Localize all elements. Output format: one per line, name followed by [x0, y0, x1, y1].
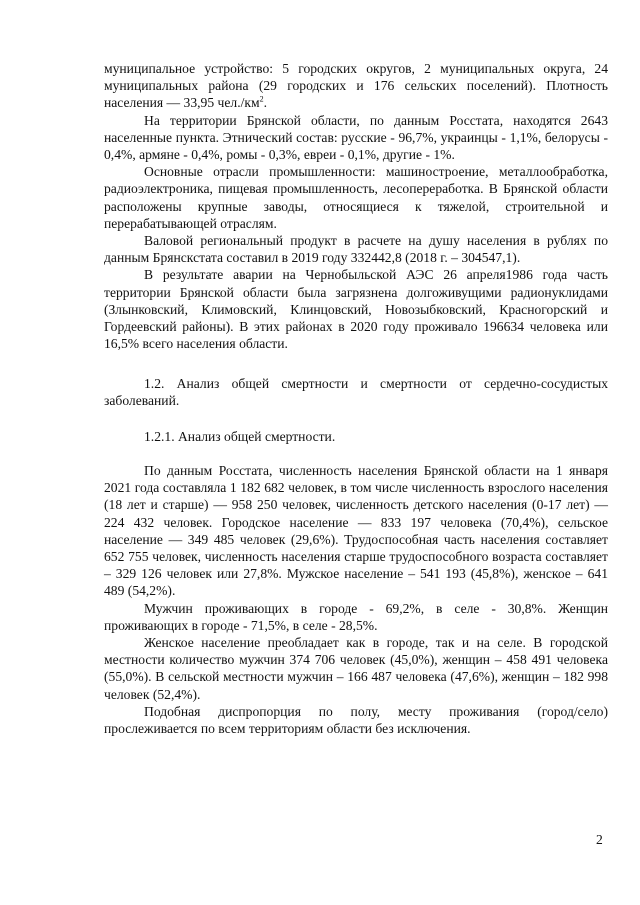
body-text: [104, 462, 608, 737]
intro-paragraph-2: На территории Брянской области, по данным Росстата, находятся 2643 населенные пункта. Этнический состав: русские - 96,7%, украинцы - 1,1%, белорусы - 0,4%, армяне - 0,4%, ромы - 0,3%, евреи - 0,1%, другие - 1%.: [104, 112, 608, 163]
body-paragraph-4: Подобная диспропорция по полу, месту проживания (город/село) прослеживается по всем территориям области без исключения.: [104, 703, 608, 737]
page-number: 2: [596, 832, 603, 847]
intro-paragraph-1-text: муниципальное устройство: 5 городских округов, 2 муниципальных округа, 24 муниципальных района (29 городских и 176 сельских поселений). Плотность населения — 33,95 чел./км: [104, 61, 608, 111]
intro-text: [104, 60, 608, 352]
section-heading-1-2: 1.2. Анализ общей смертности и смертности от сердечно-сосудистых заболеваний.: [104, 376, 608, 409]
body-paragraph-3: Женское население преобладает как в городе, так и на селе. В городской местности количество мужчин 374 706 человек (45,0%), женщин – 458 491 человека (55,0%). В сельской местности мужчин – 166 487 человека (47,6%), женщин – 182 998 человек (52,4%).: [104, 635, 608, 702]
intro-paragraph-1: [104, 60, 608, 112]
body-paragraph-1: По данным Росстата, численность населения Брянской области на 1 января 2021 года составляла 1 182 682 человек, в том числе численность взрослого населения (18 лет и старше) — 958 250 человек, численность детского населения (0-17 лет) — 224 432 человек. Городское население — 833 197 человека (70,4%), сельское население — 349 485 человек (29,6%). Трудоспособная часть населения составляет 652 755 человек, численность населения старше трудоспособного возраста составляет – 329 126 человек или 27,8%. Мужское население – 541 193 (45,8%), женское – 641 489 (54,2%).: [104, 463, 608, 599]
intro-paragraph-4: Валовой региональный продукт в расчете на душу населения в рублях по данным Брянскстата составил в 2019 году 332442,8 (2018 г. – 304547,1).: [104, 233, 608, 266]
intro-paragraph-1-end: .: [263, 95, 267, 111]
section-heading-1-2-1: 1.2.1. Анализ общей смертности.: [144, 429, 336, 444]
intro-paragraph-3: Основные отрасли промышленности: машиностроение, металлообработка, радиоэлектроника, пищевая промышленность, лесопереработка. В Брянской области расположены крупные заводы, относящиеся к тяжелой, строительной и перерабатывающей отраслям.: [104, 164, 608, 231]
superscript: 2: [259, 94, 264, 104]
intro-paragraph-5: В результате аварии на Чернобыльской АЭС 26 апреля1986 года часть территории Брянской области была загрязнена долгоживущими радионуклидами (Злынковский, Климовский, Клинцовский, Новозыбковский, Красногорский и Гордеевский районы). В этих районах в 2020 году проживало 196634 человека или 16,5% всего населения области.: [104, 267, 608, 352]
body-paragraph-2: Мужчин проживающих в городе - 69,2%, в селе - 30,8%. Женщин проживающих в городе - 71,5%, в селе - 28,5%.: [104, 600, 608, 633]
